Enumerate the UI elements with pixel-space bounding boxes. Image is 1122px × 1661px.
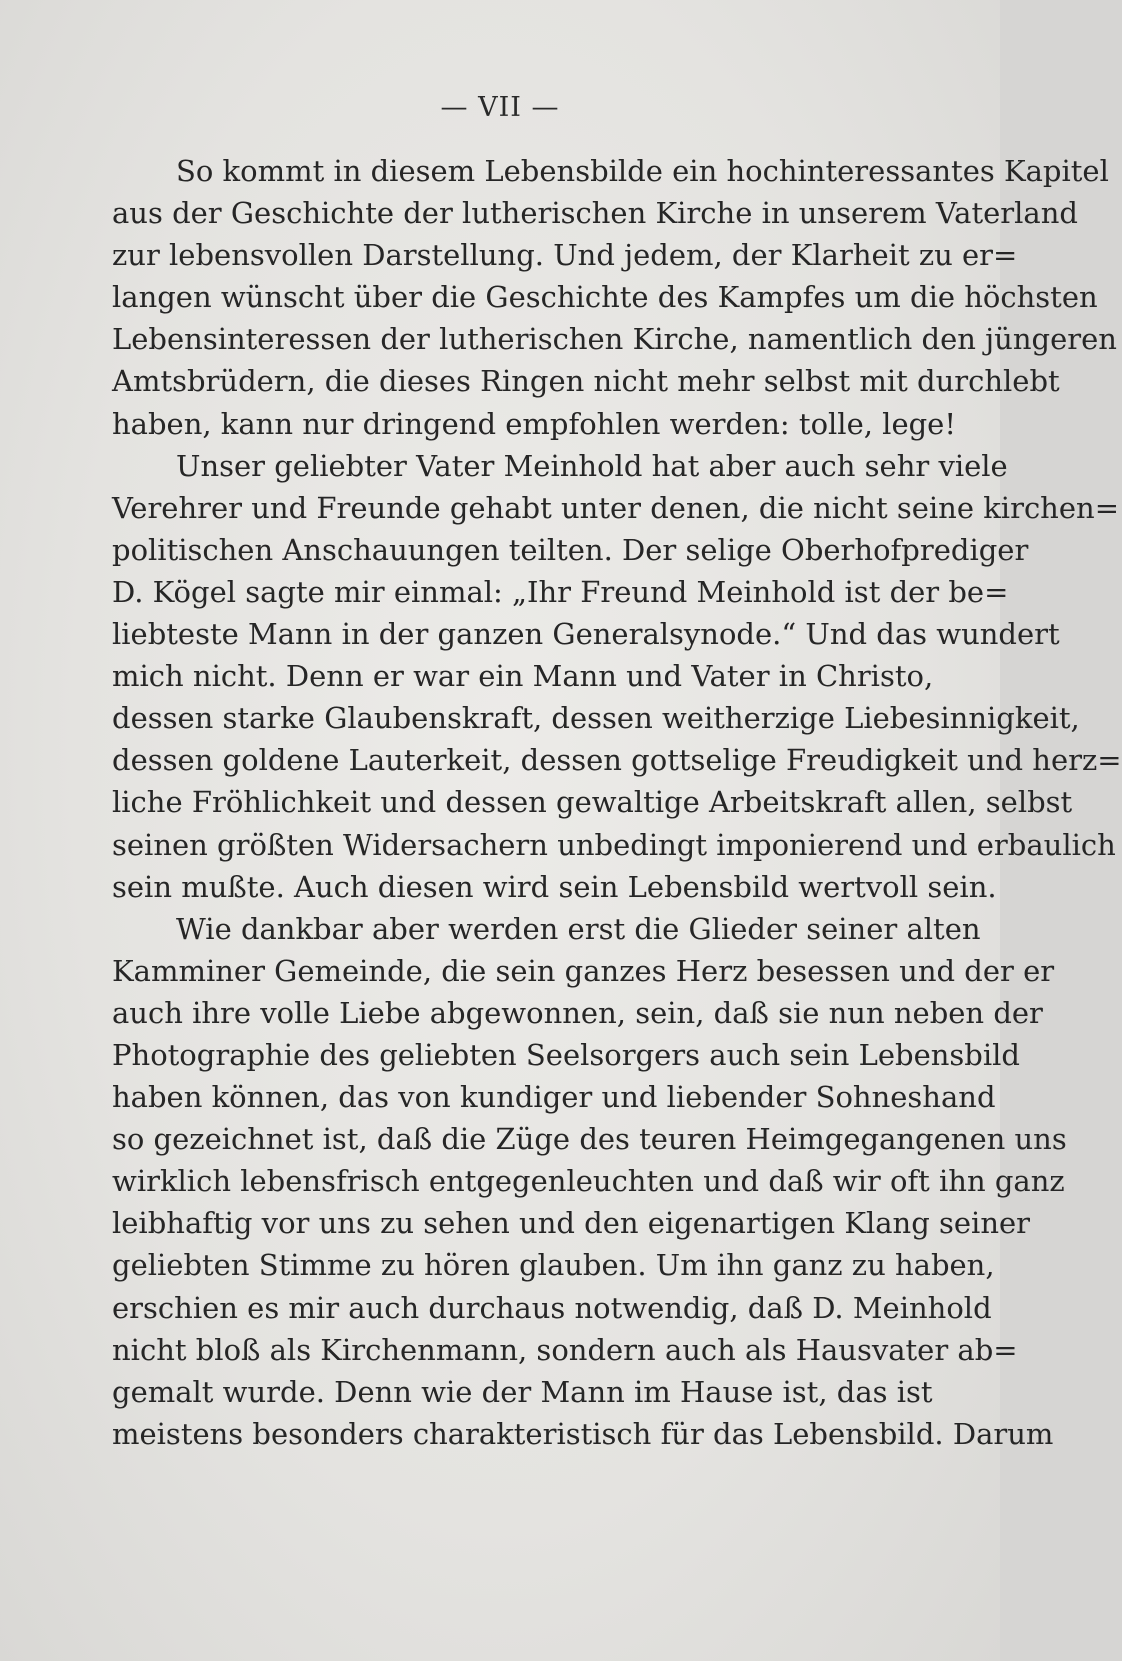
text-line: Verehrer und Freunde gehabt unter denen, die nicht seine kirchen= [112,490,1119,525]
text-line: sein mußte. Auch diesen wird sein Lebensbild wertvoll sein. [112,869,997,904]
text-line: mich nicht. Denn er war ein Mann und Vater in Christo, [112,659,934,694]
text-line: liebteste Mann in der ganzen Generalsynode.“ Und das wundert [112,617,1060,652]
text-line: haben, kann nur dringend empfohlen werden: tolle, lege! [112,406,956,441]
text-line: so gezeichnet ist, daß die Züge des teuren Heimgegangenen uns [112,1122,1067,1157]
text-line: meistens besonders charakteristisch für das Lebensbild. Darum [112,1416,1054,1451]
text-line: gemalt wurde. Denn wie der Mann im Hause ist, das ist [112,1374,933,1409]
text-line: erschien es mir auch durchaus notwendig, daß D. Meinhold [112,1290,992,1325]
text-line: aus der Geschichte der lutherischen Kirche in unserem Vaterland [112,196,1078,231]
text-line: geliebten Stimme zu hören glauben. Um ihn ganz zu haben, [112,1248,995,1283]
body-text [112,150,1122,1455]
text-line: So kommt in diesem Lebensbilde ein hochinteressantes Kapitel [176,154,1109,188]
text-line: Photographie des geliebten Seelsorgers auch sein Lebensbild [112,1037,1020,1072]
text-line: liche Fröhlichkeit und dessen gewaltige Arbeitskraft allen, selbst [112,785,1073,820]
text-line: haben können, das von kundiger und liebender Sohneshand [112,1080,996,1115]
text-line: langen wünscht über die Geschichte des Kampfes um die höchsten [112,280,1098,315]
text-line: Lebensinteressen der lutherischen Kirche, namentlich den jüngeren [112,322,1117,357]
text-line: dessen starke Glaubenskraft, dessen weitherzige Liebesinnigkeit, [112,701,1080,736]
text-line: seinen größten Widersachern unbedingt imponierend und erbaulich [112,827,1116,862]
text-line: dessen goldene Lauterkeit, dessen gottselige Freudigkeit und herz= [112,743,1122,778]
text-line: D. Kögel sagte mir einmal: „Ihr Freund Meinhold ist der be= [112,574,1009,609]
text-line: leibhaftig vor uns zu sehen und den eigenartigen Klang seiner [112,1206,1031,1241]
text-line: politischen Anschauungen teilten. Der selige Oberhofprediger [112,532,1029,567]
text-line: nicht bloß als Kirchenmann, sondern auch als Hausvater ab= [112,1332,1018,1367]
text-line: wirklich lebensfrisch entgegenleuchten und daß wir oft ihn ganz [112,1164,1065,1199]
text-line: Kamminer Gemeinde, die sein ganzes Herz besessen und der er [112,953,1055,988]
text-line: Unser geliebter Vater Meinhold hat aber auch sehr viele [176,448,1008,483]
text-line: auch ihre volle Liebe abgewonnen, sein, daß sie nun neben der [112,995,1043,1030]
text-line: Amtsbrüdern, die dieses Ringen nicht mehr selbst mit durchlebt [112,364,1060,399]
page-number-header: — VII — [440,92,560,123]
text-line: zur lebensvollen Darstellung. Und jedem, der Klarheit zu er= [112,238,1018,273]
text-line: Wie dankbar aber werden erst die Glieder seiner alten [176,911,981,946]
